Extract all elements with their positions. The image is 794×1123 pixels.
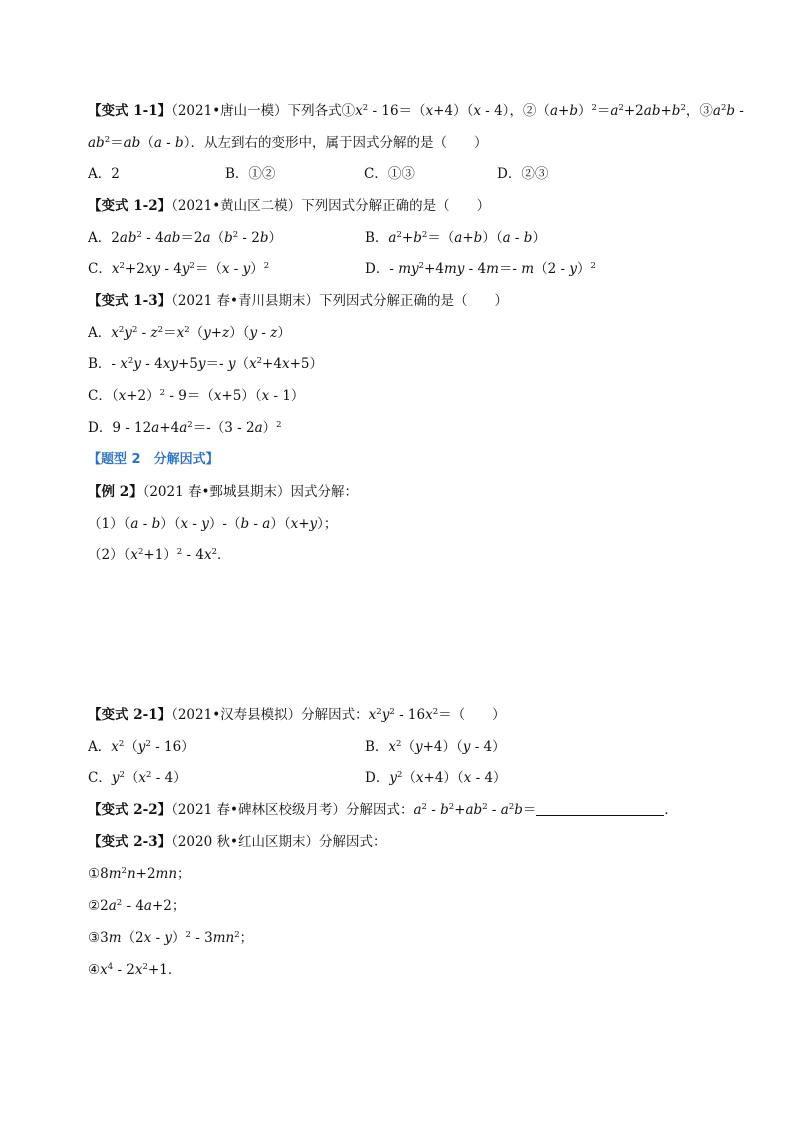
option-a: A．$2ab^2 - 4ab=2a(b^2 - 2b)$ — [88, 230, 283, 246]
problem-2-3-item-1: $①8m^2n+2mn$； — [88, 866, 191, 882]
option-a: A．$x^2(y^2 - 16)$ — [88, 739, 195, 755]
problem-source: （2021•黄山区二模） — [171, 198, 302, 214]
problem-source: （2021•汉寿县模拟） — [171, 707, 302, 723]
problem-2-3-item-3: ③3m（2x - $y)^2 - 3mn^2$； — [88, 930, 254, 946]
problem-1-3-stem: 【变式 1-3】（2021 春•青川县期末）下列因式分解正确的是（ ） — [88, 293, 508, 309]
problem-2-3-item-4: $④x^4 - 2x^2+1$． — [88, 962, 182, 978]
problem-label: 【变式 1-2】 — [88, 198, 172, 214]
problem-label: 【变式 2-2】 — [88, 802, 172, 818]
option-a: A．$x^2y^2 - z^2=x^2(y+z)(y - z)$ — [88, 325, 291, 341]
problem-label: 【变式 2-1】 — [88, 707, 172, 723]
option-b: B．- $x^2y - 4xy+5y=-$ $y(x^2+4x+5)$ — [88, 356, 323, 372]
example-2-item-2: $(2)(x^2+1)^2 - 4x^2$． — [88, 547, 231, 563]
answer-blank[interactable] — [536, 801, 664, 816]
problem-2-3-stem: 【变式 2-3】（2020 秋•红山区期末）分解因式： — [88, 834, 387, 850]
section-heading: 【题型 2 分解因式】 — [88, 452, 219, 467]
example-2-item-1: （1）（a - b）（x - y）-（b - a）（x+y）； — [88, 516, 338, 532]
problem-source: （2020 秋•红山区期末） — [171, 834, 319, 850]
problem-label: 【变式 1-1】 — [88, 103, 172, 119]
option-c: C．①③ — [364, 166, 415, 182]
problem-label: 【变式 2-3】 — [88, 834, 172, 850]
option-b: B．$x^2(y+4)(y - 4)$ — [365, 739, 506, 755]
option-b: B．$a^2+b^2=(a+b)(a - b)$ — [365, 230, 546, 246]
problem-2-2-stem: 【变式 2-2】（2021 春•碑林区校级月考）分解因式：$a^2 - b^2+ab^2 - a^2b=$ ． — [88, 802, 678, 818]
problem-2-1-stem: 【变式 2-1】（2021•汉寿县模拟）分解因式：$x^2y^2 - 16x^2=$（ ） — [88, 707, 506, 723]
problem-1-1-line-1: 【变式 1-1】（2021•唐山一模）下列各式$①x^2 - 16=(x+4)(x - 4)$，$②(a+b)^2=a^2+2ab+b^2$，$③a^2b$ - — [88, 103, 744, 119]
problem-source: （2021 春•鄄城县期末） — [142, 484, 291, 500]
problem-source: （2021•唐山一模） — [171, 103, 288, 119]
option-d: D．$y^2(x+4)(x - 4)$ — [365, 770, 507, 786]
example-2-stem: 【例 2】（2021 春•鄄城县期末）因式分解： — [88, 484, 358, 500]
option-c: C．$x^2+2xy - 4y^2=(x - y)^2$ — [88, 261, 270, 277]
option-c: C．$(x+2)^2 - 9=(x+5)(x - 1)$ — [88, 388, 305, 404]
problem-2-3-item-2: $②2a^2 - 4a+2$； — [88, 898, 186, 914]
problem-1-1-line-2: $ab^2=ab(a - b)$．从左到右的变形中，属于因式分解的是（ ） — [88, 135, 488, 151]
option-d: D．- $my^2+4my - 4m=-$ m（2 - y）$^2$ — [365, 261, 596, 277]
problem-label: 【变式 1-3】 — [88, 293, 172, 309]
problem-source: （2021 春•碑林区校级月考） — [171, 802, 346, 818]
option-a: A．2 — [88, 166, 120, 182]
option-d: D．$9 - 12a+4a^2=-(3 - 2a)^2$ — [88, 420, 282, 436]
problem-label: 【例 2】 — [88, 484, 143, 500]
option-c: C．$y^2(x^2 - 4)$ — [88, 770, 187, 786]
option-b: B．①② — [225, 166, 276, 182]
option-d: D．②③ — [497, 166, 549, 182]
problem-source: （2021 春•青川县期末） — [171, 293, 319, 309]
problem-1-2-stem: 【变式 1-2】（2021•黄山区二模）下列因式分解正确的是（ ） — [88, 198, 491, 214]
